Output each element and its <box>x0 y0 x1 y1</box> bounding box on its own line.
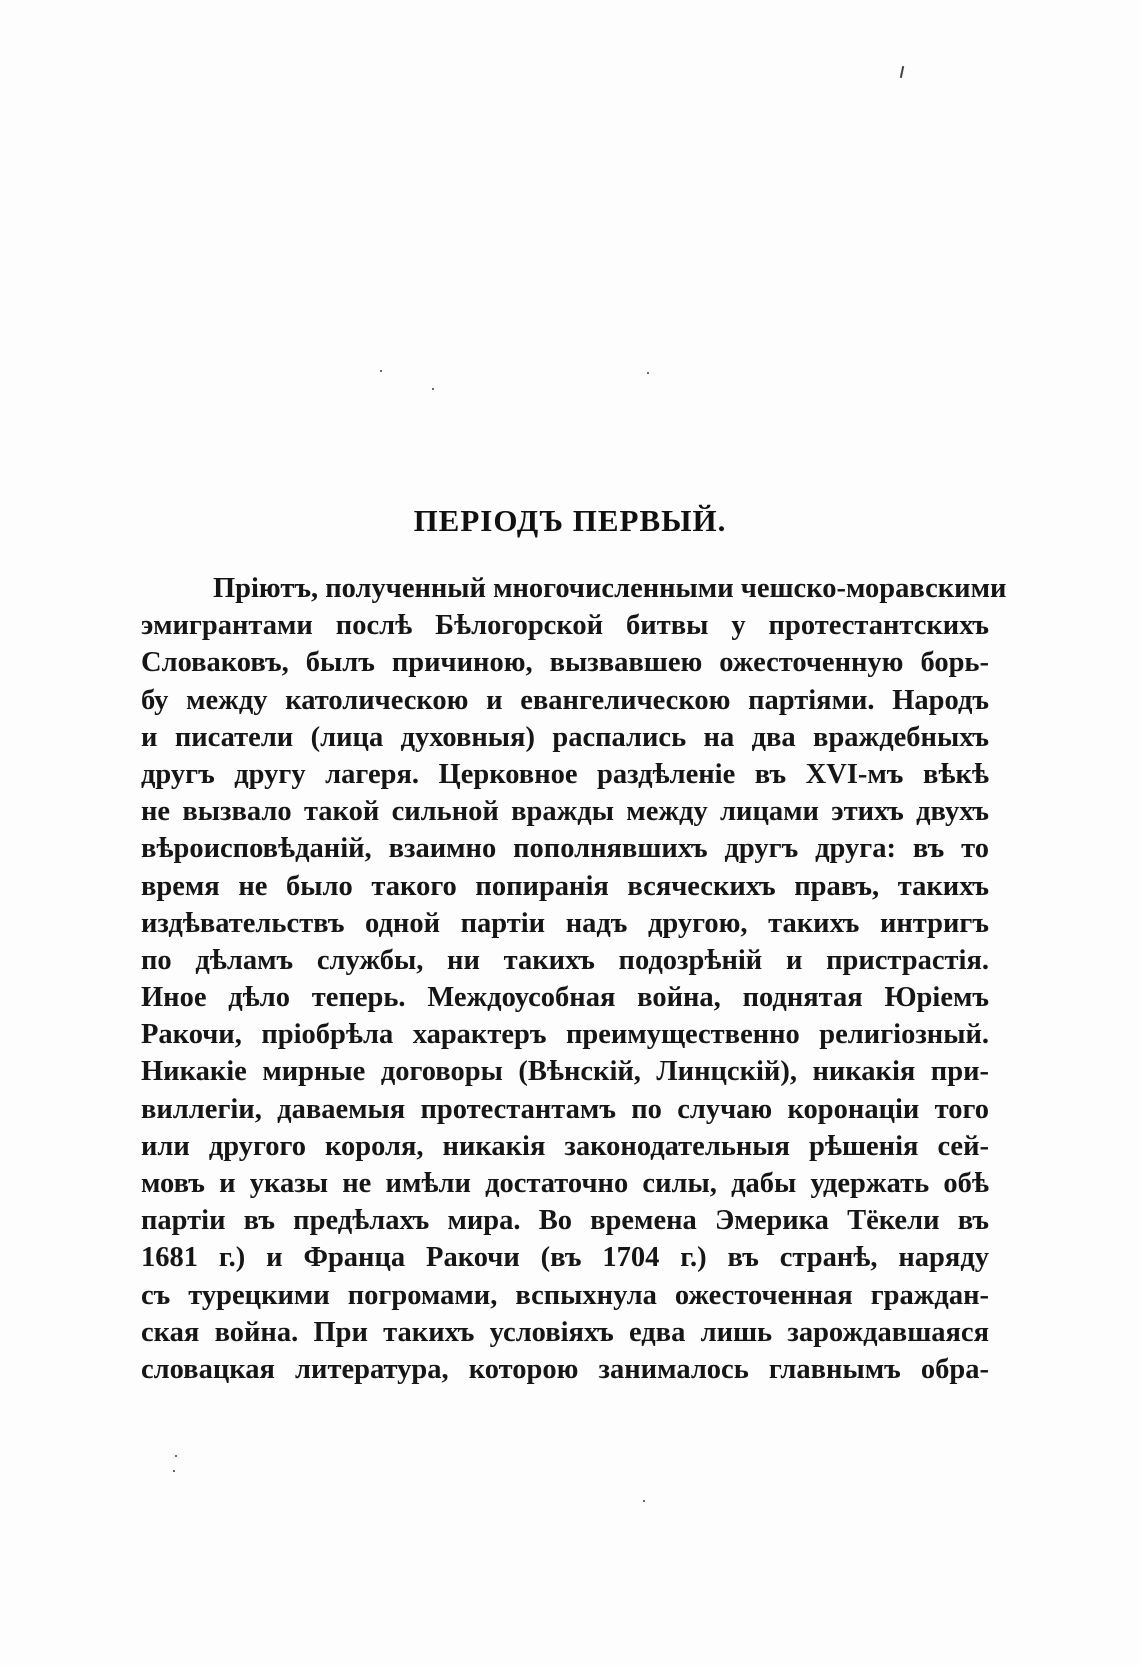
text-line: издѣвательствъ одной партіи надъ другою, такихъ интригъ <box>141 907 989 939</box>
body-paragraph <box>141 570 1007 1388</box>
text-line: другъ другу лагеря. Церковное раздѣленіе въ XVI-мъ вѣкѣ <box>141 758 989 790</box>
text-line: Словаковъ, былъ причиною, вызвавшею ожесточенную борь- <box>141 647 989 679</box>
text-line: партіи въ предѣлахъ мира. Во времена Эмерика Тёкели въ <box>141 1205 989 1237</box>
text-line: эмигрантами послѣ Бѣлогорской битвы у протестантскихъ <box>141 610 989 642</box>
print-mark <box>900 66 904 78</box>
text-line: съ турецкими погромами, вспыхнула ожесточенная граждан- <box>141 1279 989 1311</box>
print-speck <box>175 1455 177 1457</box>
text-line: или другого короля, никакія законодательныя рѣшенія сей- <box>141 1130 989 1162</box>
text-line: Ракочи, пріобрѣла характеръ преимущественно религіозный. <box>141 1019 989 1051</box>
print-speck <box>643 1500 645 1502</box>
text-line: и писатели (лица духовныя) распались на два враждебныхъ <box>141 721 989 753</box>
text-line: бу между католическою и евангелическою партіями. Народъ <box>141 684 989 716</box>
text-line: не вызвало такой сильной вражды между лицами этихъ двухъ <box>141 796 989 828</box>
text-line: Никакіе мирные договоры (Вѣнскій, Линцскій), никакія при- <box>141 1056 989 1088</box>
text-line: по дѣламъ службы, ни такихъ подозрѣній и пристрастія. <box>141 944 989 976</box>
print-speck <box>173 1470 175 1472</box>
text-line: Пріютъ, полученный многочисленными чешско-моравскими <box>213 573 1007 604</box>
text-line: 1681 г.) и Франца Ракочи (въ 1704 г.) въ странѣ, наряду <box>141 1242 989 1274</box>
text-line: ская война. При такихъ условіяхъ едва лишь зарождавшаяся <box>141 1316 989 1348</box>
text-line: мовъ и указы не имѣли достаточно силы, дабы удержать обѣ <box>141 1168 989 1199</box>
text-line: Иное дѣло теперь. Междоусобная война, поднятая Юріемъ <box>141 982 989 1014</box>
text-line: словацкая литература, которою занималось главнымъ обра- <box>141 1353 989 1385</box>
chapter-title: ПЕРІОДЪ ПЕРВЫЙ. <box>413 503 727 538</box>
text-line: виллегіи, даваемыя протестантамъ по случаю коронаціи того <box>141 1093 989 1125</box>
print-speck <box>432 388 434 390</box>
text-line: вѣроисповѣданій, взаимно пополнявшихъ другъ друга: въ то <box>141 833 989 865</box>
text-line: время не было такого попиранія всяческихъ правъ, такихъ <box>141 870 989 902</box>
print-speck <box>380 370 382 372</box>
print-speck <box>647 372 649 374</box>
